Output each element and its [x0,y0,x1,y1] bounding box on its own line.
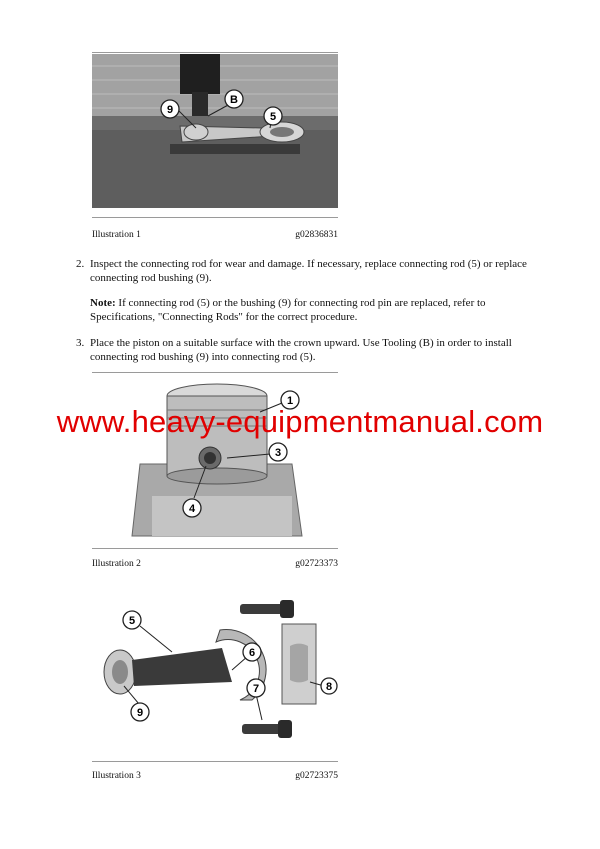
step-3-text: Place the piston on a suitable surface with the crown upward. Use Tooling (B) in order to install connecting rod bushing (9) into connecting rod (5). [90,337,512,363]
watermark: www.heavy-equipmentmanual.com [56,404,544,439]
svg-text:7: 7 [252,683,260,695]
figure-3-caption-label: Illustration 3 [92,771,141,781]
callout-5 [123,611,141,629]
svg-text:6: 6 [248,647,256,659]
callout-7 [247,679,265,697]
callout-8 [321,678,337,694]
step-2-number: 2. [76,258,85,270]
figure-1-bottom-rule [92,217,338,218]
callout-6 [243,643,261,661]
figure-3-caption [92,771,338,781]
callout-5 [264,107,282,125]
svg-text:5: 5 [269,111,277,123]
figure-2-top-rule [92,372,338,373]
figure-1-top-rule [92,52,338,53]
figure-2-caption [92,559,338,569]
figure-2-bottom-rule [92,548,338,549]
svg-text:8: 8 [325,681,333,693]
callout-b [225,90,243,108]
figure-3-photo [92,590,338,752]
figure-1-caption-label: Illustration 1 [92,230,141,240]
svg-text:9: 9 [136,707,144,719]
callout-3 [269,443,287,461]
note-label: Note: [90,297,116,309]
svg-text:9: 9 [166,104,174,116]
note-text: If connecting rod (5) or the bushing (9) for connecting rod pin are replaced, refer to Specifications, "Connecting Rods" for the correct procedure. [90,297,486,323]
callout-4 [183,499,201,517]
svg-text:3: 3 [274,447,282,459]
callout-9 [161,100,179,118]
svg-text:5: 5 [128,615,136,627]
svg-text:1: 1 [286,395,294,407]
figure-1-photo [92,54,338,208]
note [90,296,540,324]
figure-1-caption-code: g02836831 [295,230,338,240]
step-2-text: Inspect the connecting rod for wear and damage. If necessary, replace connecting rod (5) or replace connecting rod bushing (9). [90,258,527,284]
figure-3-caption-code: g02723375 [295,771,338,781]
svg-text:B: B [230,94,238,106]
figure-3-bottom-rule [92,761,338,762]
figure-2-photo [92,376,338,538]
figure-2-caption-code: g02723373 [295,559,338,569]
figure-2-caption-label: Illustration 2 [92,559,141,569]
callout-9 [131,703,149,721]
step-3-number: 3. [76,337,85,349]
svg-text:4: 4 [188,503,196,515]
figure-1-caption [92,230,338,240]
